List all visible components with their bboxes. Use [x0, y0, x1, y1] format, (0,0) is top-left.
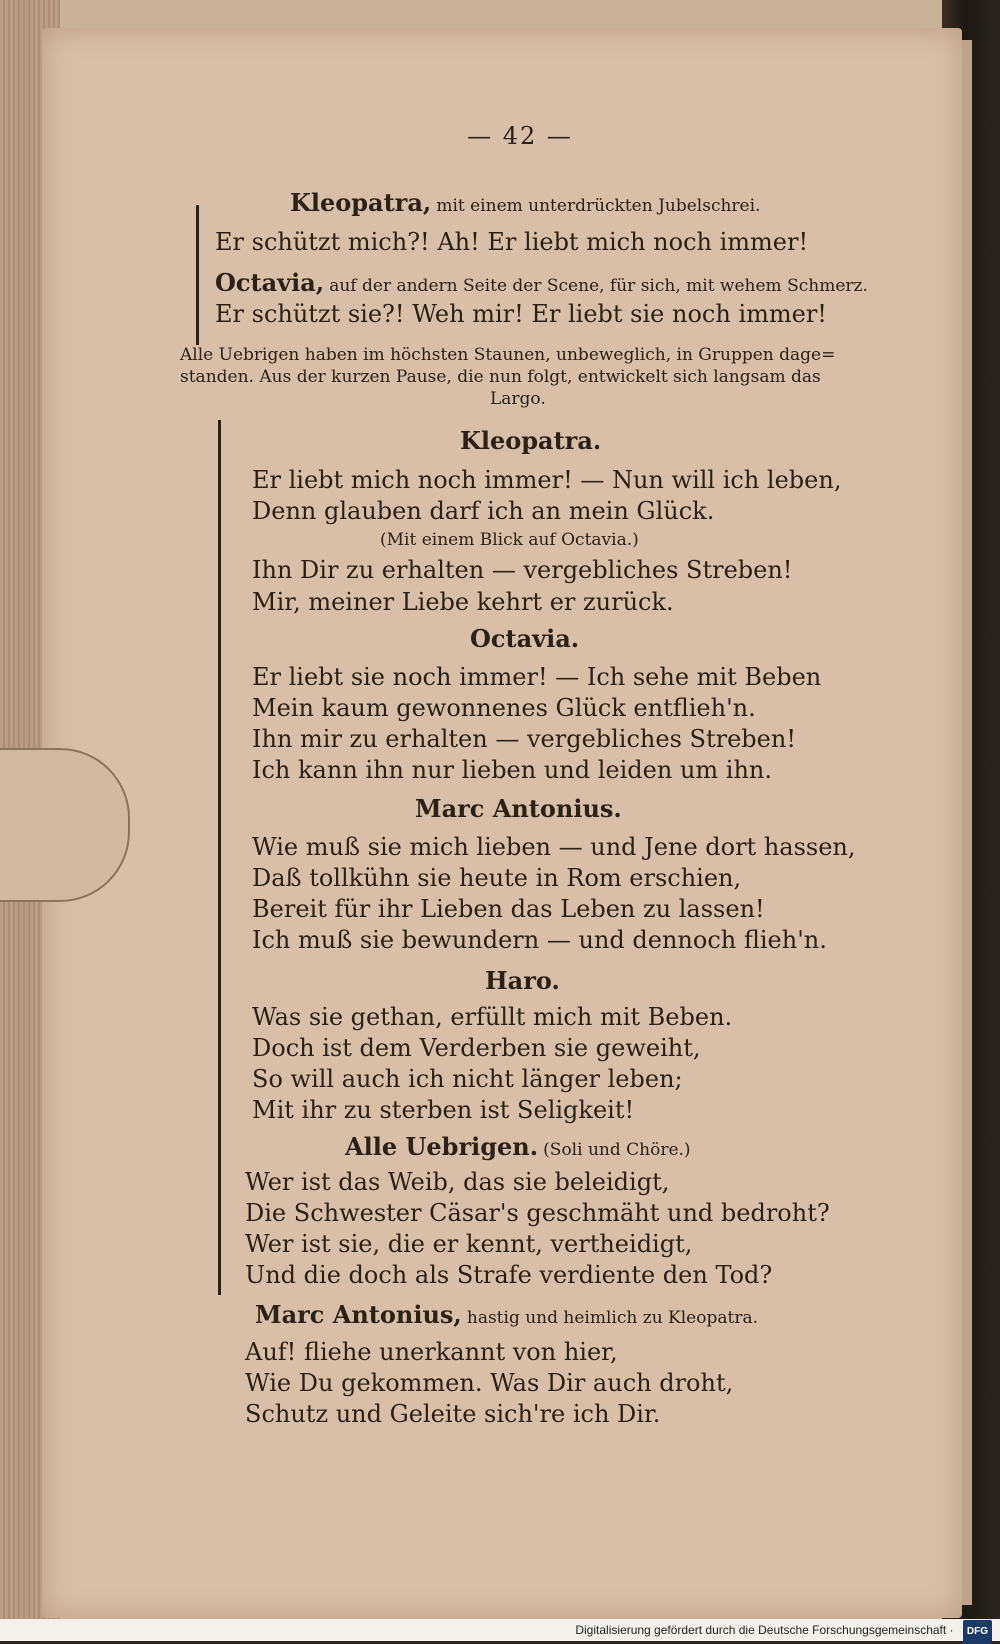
verse-line: So will auch ich nicht länger leben; [252, 1065, 683, 1093]
verse-line: Schutz und Geleite sich're ich Dir. [245, 1400, 661, 1428]
direction-text: Alle Uebrigen haben im höchsten Staunen, unbeweglich, in Gruppen dage= [180, 345, 836, 365]
verse-line: Wer ist das Weib, das sie beleidigt, [245, 1168, 670, 1196]
verse-line: Denn glauben darf ich an mein Glück. [252, 497, 715, 525]
verse-line: Was sie gethan, erfüllt mich mit Beben. [252, 1003, 733, 1031]
brace-main [218, 420, 221, 1295]
verse-line: Er liebt sie noch immer! — Ich sehe mit Beben [252, 663, 822, 691]
verse-line: Ihn Dir zu erhalten — vergebliches Streben! [252, 556, 793, 584]
speaker-name: Octavia, [215, 268, 325, 297]
verse-line: Doch ist dem Verderben sie geweiht, [252, 1034, 701, 1062]
verse-line: Die Schwester Cäsar's geschmäht und bedroht? [245, 1199, 830, 1227]
verse-line: Mir, meiner Liebe kehrt er zurück. [252, 588, 674, 616]
speaker-name: Alle Uebrigen. [345, 1132, 539, 1161]
verse-line: Mein kaum gewonnenes Glück entflieh'n. [252, 694, 756, 722]
speaker-name: Kleopatra, [290, 188, 432, 217]
speaker-line [290, 188, 760, 217]
footer-text: Digitalisierung gefördert durch die Deutsche Forschungsgemeinschaft · [575, 1623, 954, 1637]
speaker-name: Kleopatra. [460, 426, 602, 455]
speaker-line [345, 1132, 691, 1161]
verse-line: Er schützt sie?! Weh mir! Er liebt sie noch immer! [215, 300, 827, 328]
speaker-name: Marc Antonius. [415, 794, 622, 823]
speaker-line [255, 1300, 758, 1329]
page-tab [0, 748, 130, 902]
stage-direction: hastig und heimlich zu Kleopatra. [466, 1308, 758, 1328]
speaker-line [215, 268, 868, 297]
verse-line: Bereit für ihr Lieben das Leben zu lassen! [252, 895, 765, 923]
stage-direction: (Soli und Chöre.) [543, 1140, 691, 1160]
dfg-logo: DFG [963, 1620, 992, 1644]
direction-text: Largo. [490, 389, 546, 409]
speaker-name: Octavia. [470, 624, 580, 653]
verse-line: Daß tollkühn sie heute in Rom erschien, [252, 864, 742, 892]
verse-line: Ihn mir zu erhalten — vergebliches Streben! [252, 725, 796, 753]
digitization-footer [0, 1619, 1000, 1641]
verse-line: Wer ist sie, die er kennt, vertheidigt, [245, 1230, 693, 1258]
aside-text: (Mit einem Blick auf Octavia.) [380, 530, 639, 550]
verse-line: Wie muß sie mich lieben — und Jene dort hassen, [252, 833, 856, 861]
verse-line: Er schützt mich?! Ah! Er liebt mich noch immer! [215, 228, 809, 256]
speaker-name: Haro. [485, 966, 560, 995]
direction-text: standen. Aus der kurzen Pause, die nun folgt, entwickelt sich langsam das [180, 367, 821, 387]
speaker-name: Marc Antonius, [255, 1300, 462, 1329]
verse-line: Wie Du gekommen. Was Dir auch droht, [245, 1369, 734, 1397]
verse-line: Und die doch als Strafe verdiente den Tod? [245, 1261, 773, 1289]
brace-top [196, 205, 199, 345]
verse-line: Mit ihr zu sterben ist Seligkeit! [252, 1096, 635, 1124]
verse-line: Ich muß sie bewundern — und dennoch flieh'n. [252, 926, 827, 954]
verse-line: Auf! fliehe unerkannt von hier, [245, 1338, 618, 1366]
stage-direction: mit einem unterdrückten Jubelschrei. [436, 196, 761, 216]
stage-direction: auf der andern Seite der Scene, für sich, mit wehem Schmerz. [329, 276, 868, 296]
verse-line: Ich kann ihn nur lieben und leiden um ihn. [252, 756, 773, 784]
page-number: — 42 — [467, 122, 573, 150]
page-edge [962, 40, 972, 1605]
verse-line: Er liebt mich noch immer! — Nun will ich leben, [252, 466, 842, 494]
